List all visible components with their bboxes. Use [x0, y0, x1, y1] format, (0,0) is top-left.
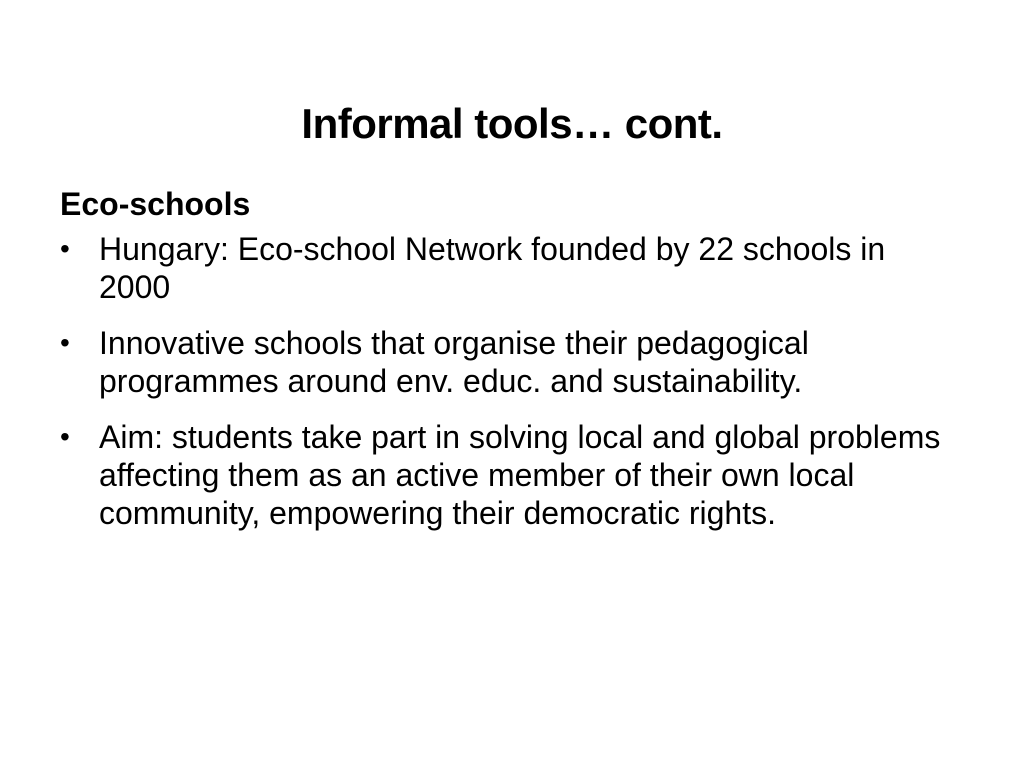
bullet-list — [60, 230, 965, 532]
bullet-text: Aim: students take part in solving local and global problems affecting them as an active member of their own local community, empowering their democratic rights. — [99, 419, 941, 531]
bullet-dot: • — [60, 233, 70, 264]
bullet-item — [60, 324, 965, 400]
bullet-dot: • — [60, 327, 70, 358]
bullet-text: Hungary: Eco-school Network founded by 22 schools in 2000 — [99, 231, 886, 305]
slide-title: Informal tools… cont. — [301, 100, 723, 148]
slide-content — [60, 180, 965, 550]
section-heading: Eco-schools — [60, 186, 251, 222]
bullet-dot: • — [60, 421, 70, 452]
bullet-text: Innovative schools that organise their pedagogical programmes around env. educ. and sustainability. — [99, 325, 809, 399]
bullet-item — [60, 230, 965, 306]
bullet-item — [60, 418, 965, 532]
